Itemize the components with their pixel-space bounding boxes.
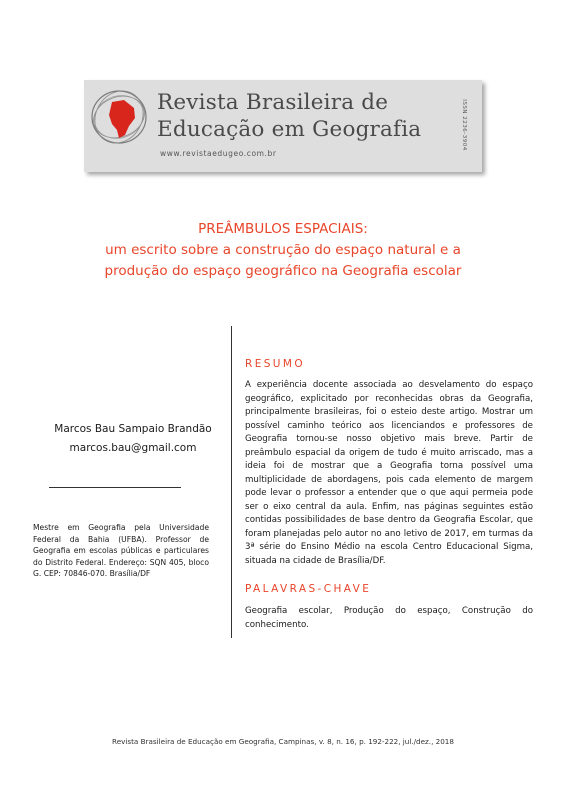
article-title-line3: produção do espaço geográfico na Geografia escolar <box>104 263 462 279</box>
article-title-line1: PREÂMBULOS ESPACIAIS: <box>198 221 368 237</box>
article-title <box>0 219 566 282</box>
keywords-heading: PALAVRAS-CHAVE <box>245 583 372 595</box>
author-affiliation: Mestre em Geografia pela Universidade Federal da Bahia (UFBA). Professor de Geografia em escolas públicas e particulares do Distrito Federal. Endereço: SQN 405, bloco G. CEP: 70846-070. Brasília/DF <box>33 523 209 578</box>
globe-map-logo-icon <box>90 88 148 146</box>
column-divider <box>231 326 232 638</box>
journal-title-line2: Educação em Geografia <box>157 117 422 142</box>
journal-title-line1: Revista Brasileira de <box>157 90 389 115</box>
keywords-text: Geografia escolar, Produção do espaço, Construção do conhecimento. <box>245 606 533 630</box>
issn-text: ISSN 2236-3904 <box>461 99 467 151</box>
journal-banner <box>84 80 482 172</box>
journal-title <box>157 89 421 143</box>
journal-url[interactable]: www.revistaedugeo.com.br <box>160 149 277 158</box>
article-title-line2: um escrito sobre a construção do espaço natural e a <box>105 242 461 258</box>
author-email[interactable]: marcos.bau@gmail.com <box>69 442 197 454</box>
author-block <box>38 420 228 458</box>
issn-label <box>458 84 468 168</box>
author-name: Marcos Bau Sampaio Brandão <box>54 423 212 435</box>
author-divider <box>49 487 181 488</box>
footer-citation: Revista Brasileira de Educação em Geografia, Campinas, v. 8, n. 16, p. 192-222, jul./dez., 2018 <box>112 737 454 746</box>
abstract-heading: RESUMO <box>245 358 306 370</box>
abstract-text: A experiência docente associada ao desvelamento do espaço geográfico, explicitado por reconhecidas obras da Geografia, principalmente brasileiras, foi o esteio deste artigo. Mostrar um possível caminho teórico aos licenciandos e professores de Geografia tornou-se nosso objetivo mais breve. Partir de preâmbulo espacial da origem de tudo é muito arriscado, mas a ideia foi de mostrar que a Geografia torna possível uma multiplicidade de abordagens, pois cada elemento de margem pode levar o professor a entender que o que aqui permeia pode ser o eixo central da aula. Enfim, nas páginas seguintes estão contidas possibilidades de base dentro da Geografia Escolar, que foram planejadas pelo autor no ano letivo de 2017, em turmas da 3ª série do Ensino Médio na escola Centro Educacional Sigma, situada na cidade de Brasília/DF. <box>245 380 533 566</box>
